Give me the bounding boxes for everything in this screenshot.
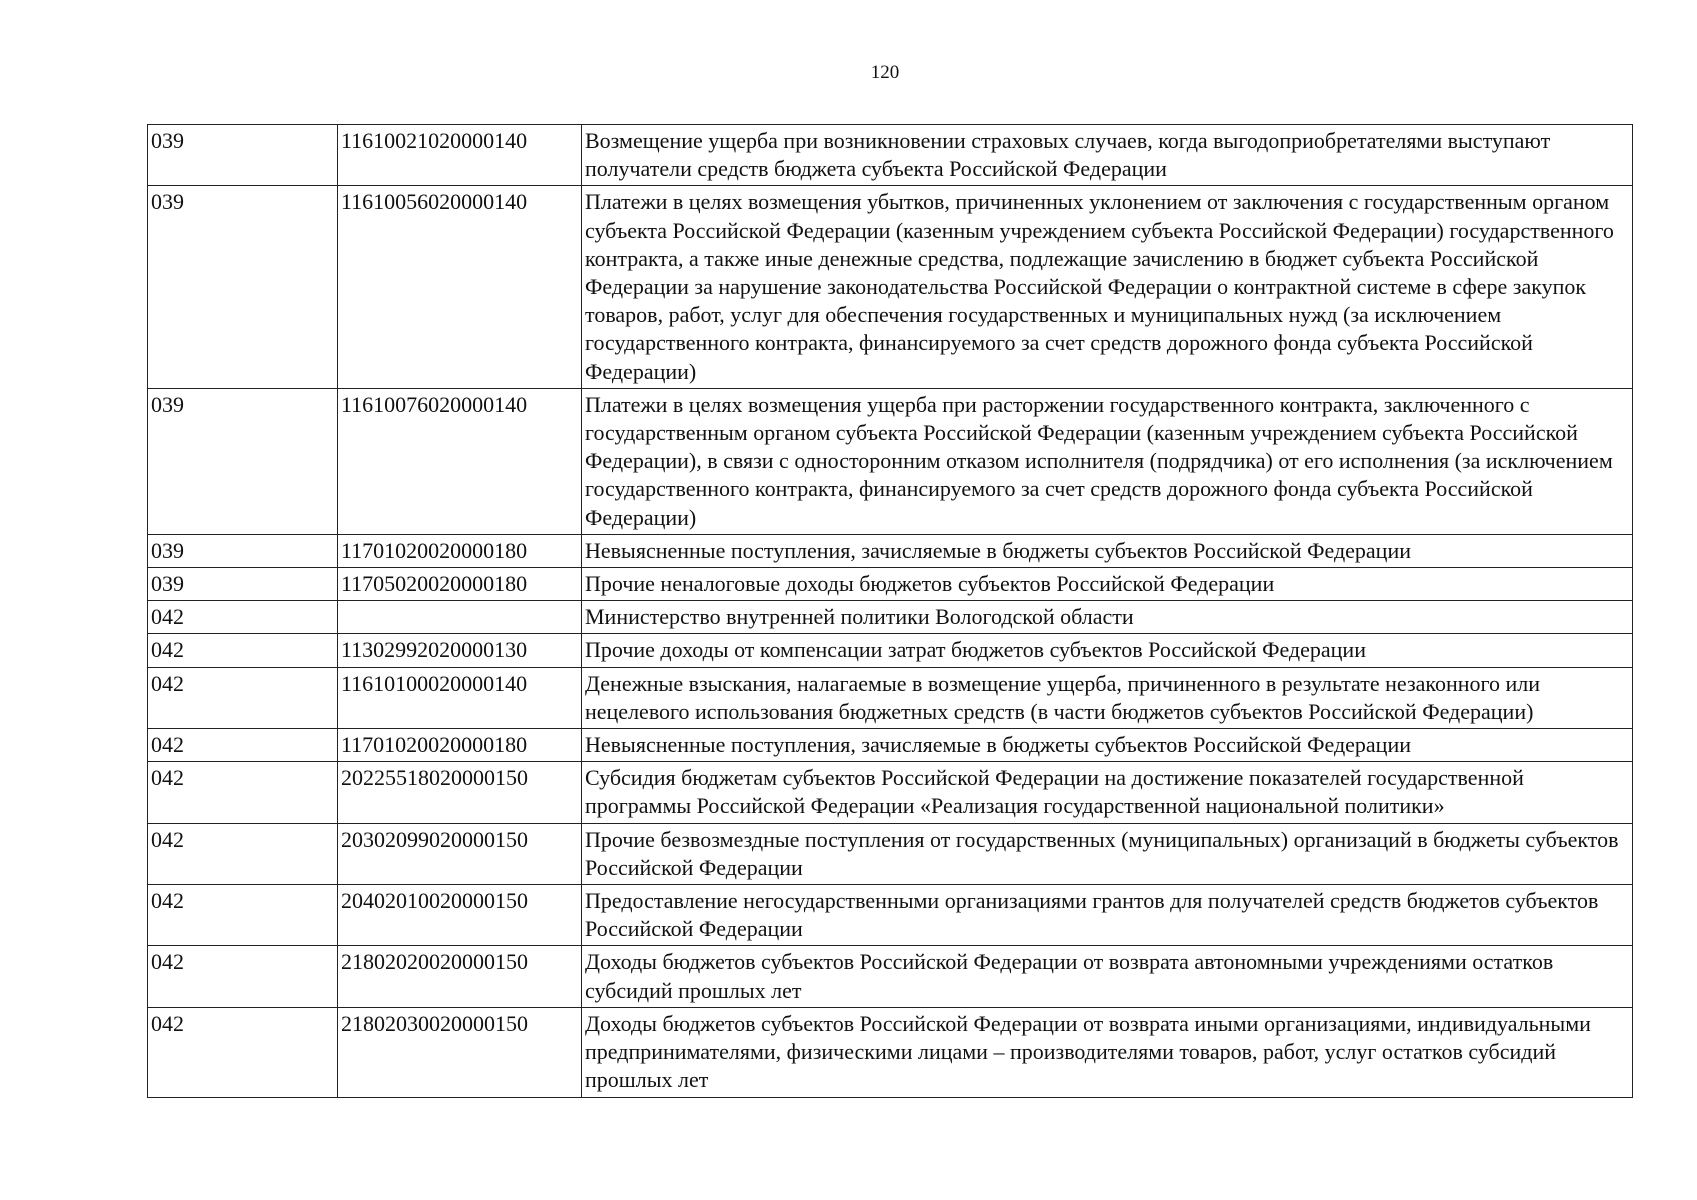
table-row [148,388,1633,534]
admin-code-cell: 042 [148,885,338,946]
table-row [148,601,1633,634]
description-cell: Министерство внутренней политики Вологодской области [582,601,1633,634]
admin-code-cell: 042 [148,946,338,1007]
description-cell: Невыясненные поступления, зачисляемые в бюджеты субъектов Российской Федерации [582,534,1633,567]
revenue-code-cell: 11302992020000130 [338,634,582,667]
revenue-code-cell: 11701020020000180 [338,729,582,762]
description-cell: Субсидия бюджетам субъектов Российской Федерации на достижение показателей государственной программы Российской Федерации «Реализация государственной национальной политики» [582,762,1633,823]
revenue-code-cell: 20402010020000150 [338,885,582,946]
description-cell: Платежи в целях возмещения ущерба при расторжении государственного контракта, заключенного с государственным органом субъекта Российской Федерации (казенным учреждением субъекта Российской Федерации), в связи с односторонним отказом исполнителя (подрядчика) от его исполнения (за исключением государственного контракта, финансируемого за счет средств дорожного фонда субъекта Российской Федерации) [582,388,1633,534]
revenue-code-cell: 20302099020000150 [338,823,582,884]
table-row [148,1007,1633,1097]
admin-code-cell: 039 [148,388,338,534]
revenue-code-cell: 11610021020000140 [338,125,582,186]
description-cell: Прочие безвозмездные поступления от государственных (муниципальных) организаций в бюджеты субъектов Российской Федерации [582,823,1633,884]
revenue-code-cell: 11610076020000140 [338,388,582,534]
table-row [148,885,1633,946]
table-row [148,762,1633,823]
description-cell: Доходы бюджетов субъектов Российской Федерации от возврата иными организациями, индивидуальными предпринимателями, физическими лицами – производителями товаров, работ, услуг остатков субсидий прошлых лет [582,1007,1633,1097]
table-row [148,667,1633,728]
admin-code-cell: 042 [148,667,338,728]
revenue-code-cell: 11701020020000180 [338,534,582,567]
description-cell: Предоставление негосударственными организациями грантов для получателей средств бюджетов субъектов Российской Федерации [582,885,1633,946]
revenue-code-cell: 11705020020000180 [338,568,582,601]
description-cell: Денежные взыскания, налагаемые в возмещение ущерба, причиненного в результате незаконного или нецелевого использования бюджетных средств (в части бюджетов субъектов Российской Федерации) [582,667,1633,728]
description-cell: Прочие неналоговые доходы бюджетов субъектов Российской Федерации [582,568,1633,601]
admin-code-cell: 039 [148,534,338,567]
table-row [148,634,1633,667]
revenue-code-cell: 21802020020000150 [338,946,582,1007]
revenue-codes-table [147,124,1633,1098]
table-row [148,946,1633,1007]
revenue-code-cell: 20225518020000150 [338,762,582,823]
table-row [148,823,1633,884]
revenue-code-cell: 11610056020000140 [338,186,582,388]
description-cell: Прочие доходы от компенсации затрат бюджетов субъектов Российской Федерации [582,634,1633,667]
admin-code-cell: 039 [148,186,338,388]
admin-code-cell: 042 [148,634,338,667]
table-row [148,534,1633,567]
admin-code-cell: 042 [148,601,338,634]
admin-code-cell: 042 [148,823,338,884]
description-cell: Возмещение ущерба при возникновении страховых случаев, когда выгодоприобретателями выступают получатели средств бюджета субъекта Российской Федерации [582,125,1633,186]
revenue-code-cell [338,601,582,634]
admin-code-cell: 042 [148,762,338,823]
description-cell: Платежи в целях возмещения убытков, причиненных уклонением от заключения с государственным органом субъекта Российской Федерации (казенным учреждением субъекта Российской Федерации) государственного контракта, а также иные денежные средства, подлежащие зачислению в бюджет субъекта Российской Федерации за нарушение законодательства Российской Федерации о контрактной системе в сфере закупок товаров, работ, услуг для обеспечения государственных и муниципальных нужд (за исключением государственного контракта, финансируемого за счет средств дорожного фонда субъекта Российской Федерации) [582,186,1633,388]
table-row [148,125,1633,186]
table-row [148,186,1633,388]
description-cell: Невыясненные поступления, зачисляемые в бюджеты субъектов Российской Федерации [582,729,1633,762]
page-number: 120 [870,62,900,83]
description-cell: Доходы бюджетов субъектов Российской Федерации от возврата автономными учреждениями остатков субсидий прошлых лет [582,946,1633,1007]
admin-code-cell: 042 [148,729,338,762]
revenue-code-cell: 11610100020000140 [338,667,582,728]
admin-code-cell: 039 [148,125,338,186]
table-row [148,729,1633,762]
admin-code-cell: 039 [148,568,338,601]
table-row [148,568,1633,601]
revenue-code-cell: 21802030020000150 [338,1007,582,1097]
admin-code-cell: 042 [148,1007,338,1097]
